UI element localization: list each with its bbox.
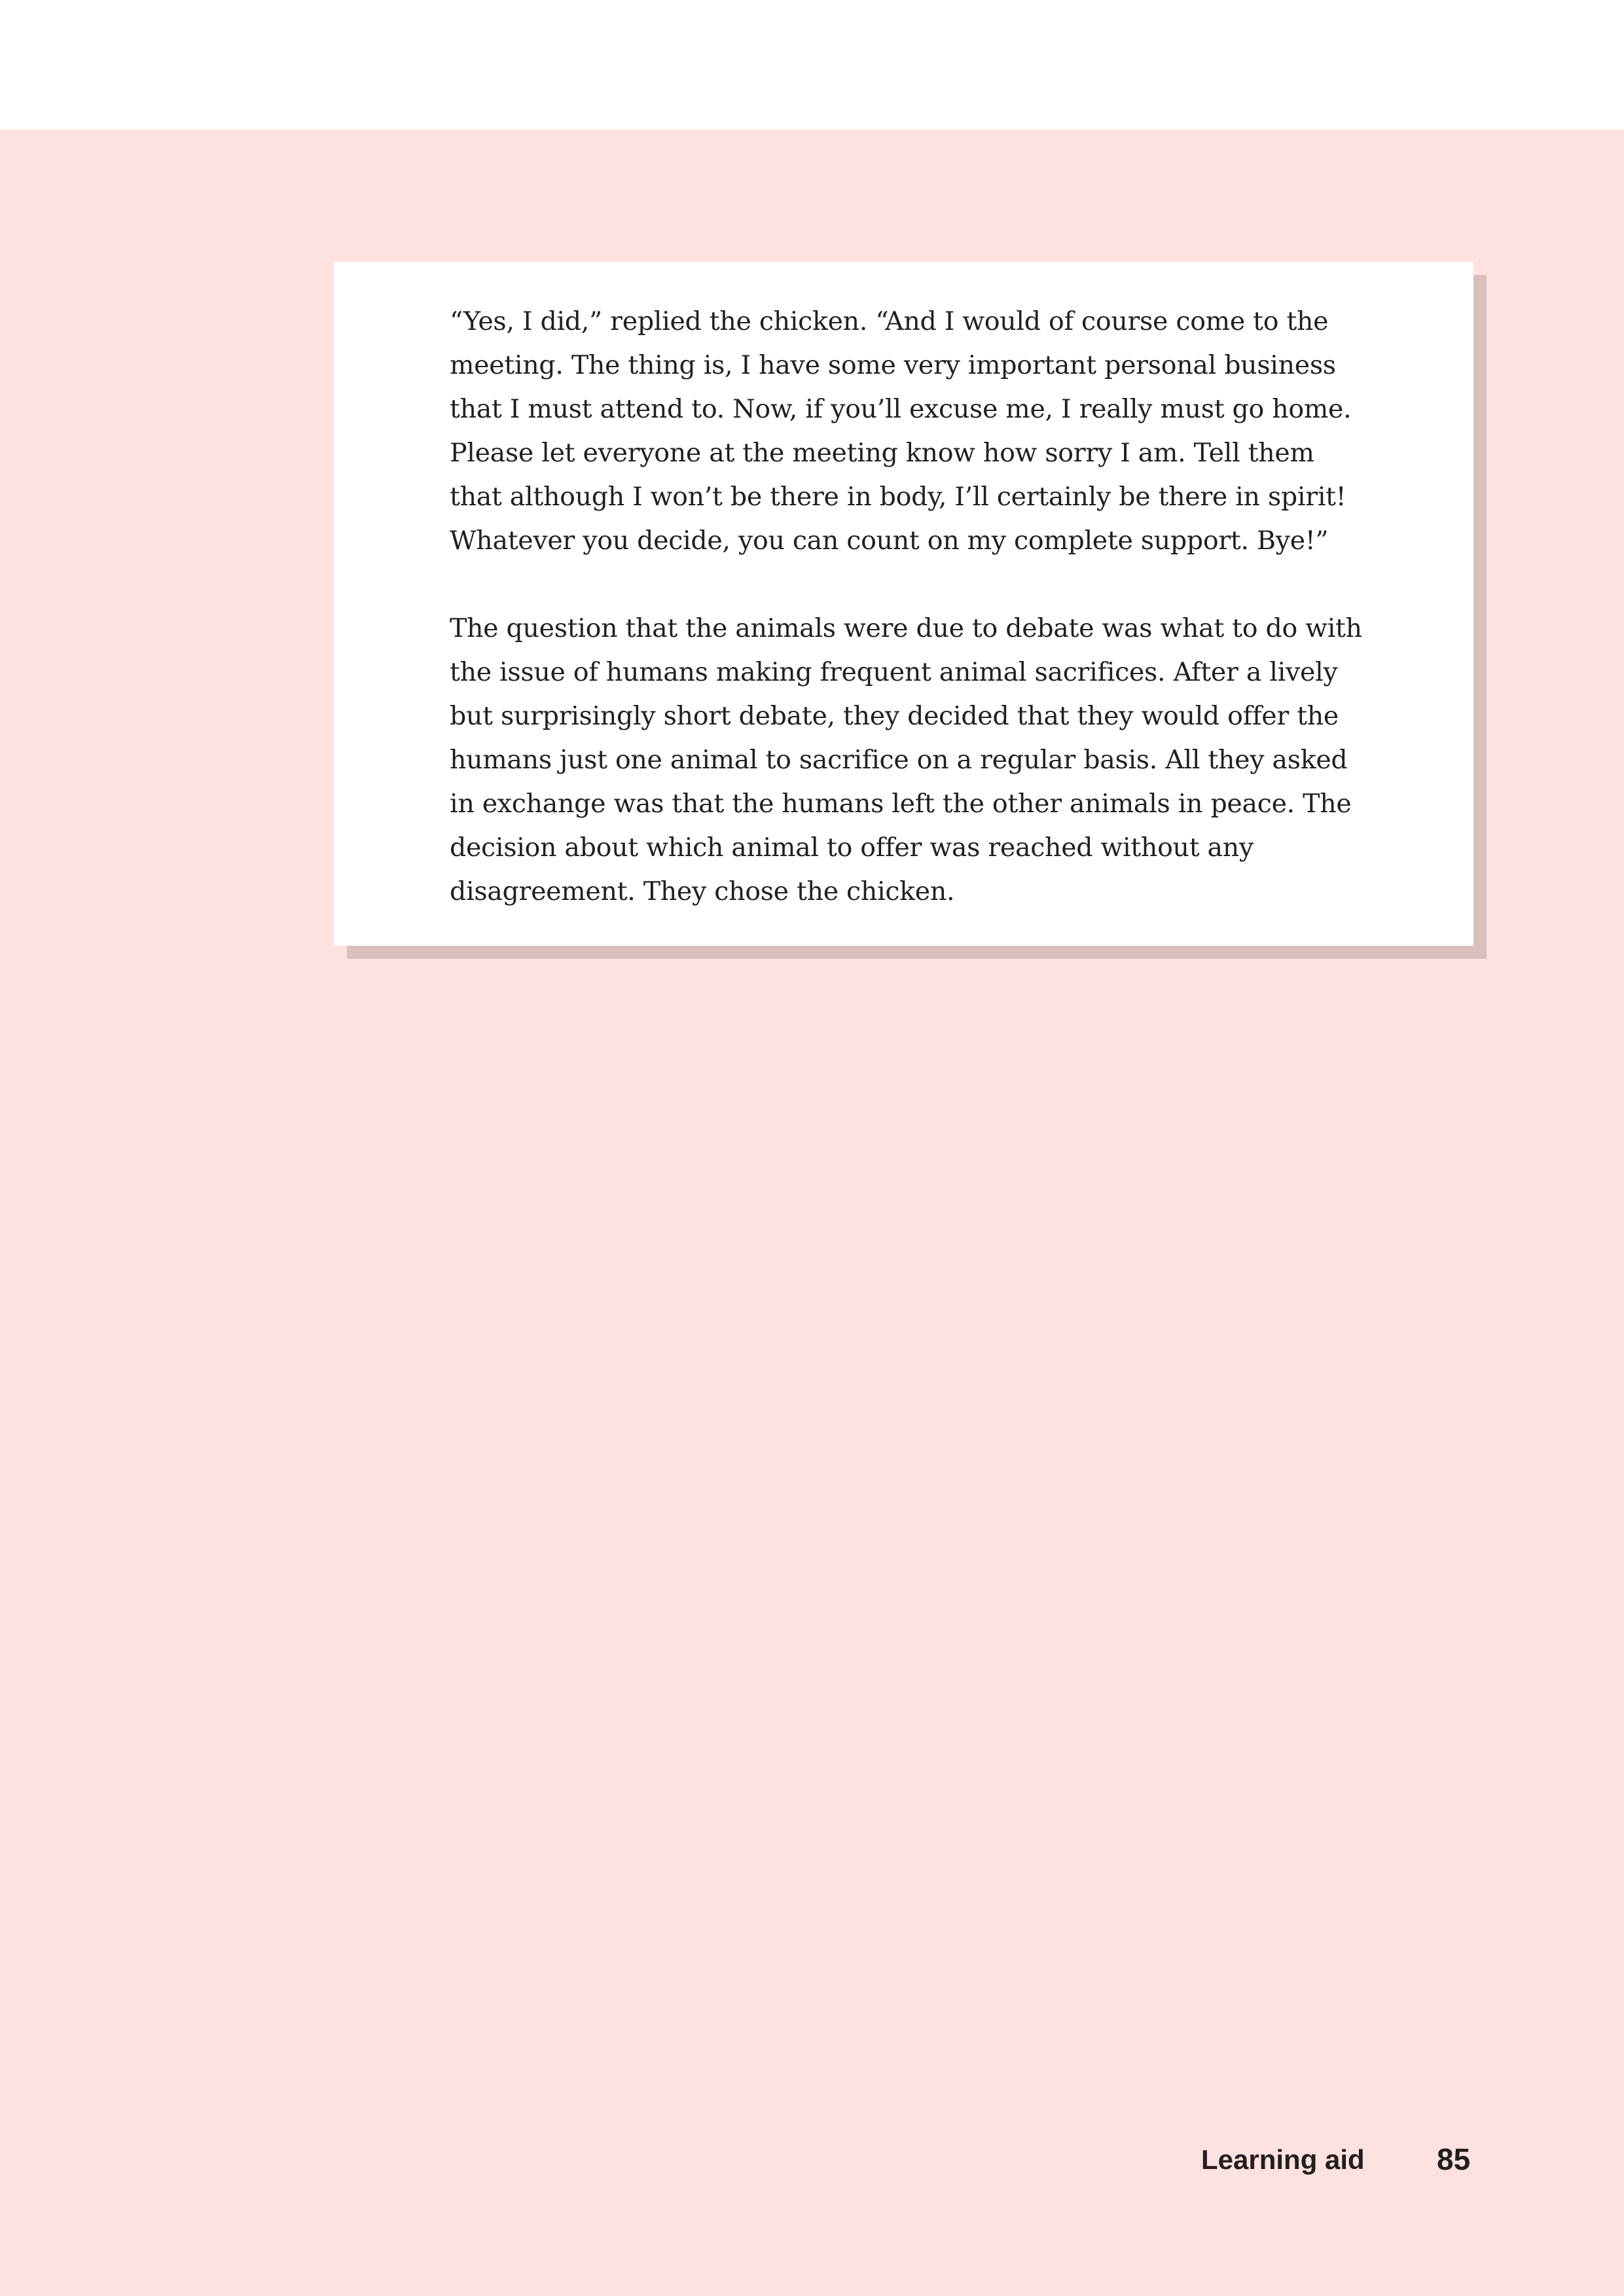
top-margin <box>0 0 1624 130</box>
story-paragraph-2: The question that the animals were due to debate was what to do with the issue of humans making frequent animal sacrifices. After a lively but surprisingly short debate, they decided that they would offer the humans just one animal to sacrifice on a regular basis. All they asked in exchange was that the humans left the other animals in peace. The decision about which animal to offer was reached without any disagreement. They chose the chicken. <box>450 613 1362 906</box>
page-number: 85 <box>1437 2142 1471 2176</box>
story-text-box <box>334 262 1473 946</box>
footer-section-label: Learning aid <box>1201 2144 1365 2175</box>
story-paragraph-1: “Yes, I did,” replied the chicken. “And I would of course come to the meeting. The thing is, I have some very important personal business that I must attend to. Now, if you’ll excuse me, I really must go home. Please let everyone at the meeting know how sorry I am. Tell them that although I won’t be there in body, I’ll certainly be there in spirit! Whatever you decide, you can count on my complete support. Bye!” <box>450 306 1352 556</box>
